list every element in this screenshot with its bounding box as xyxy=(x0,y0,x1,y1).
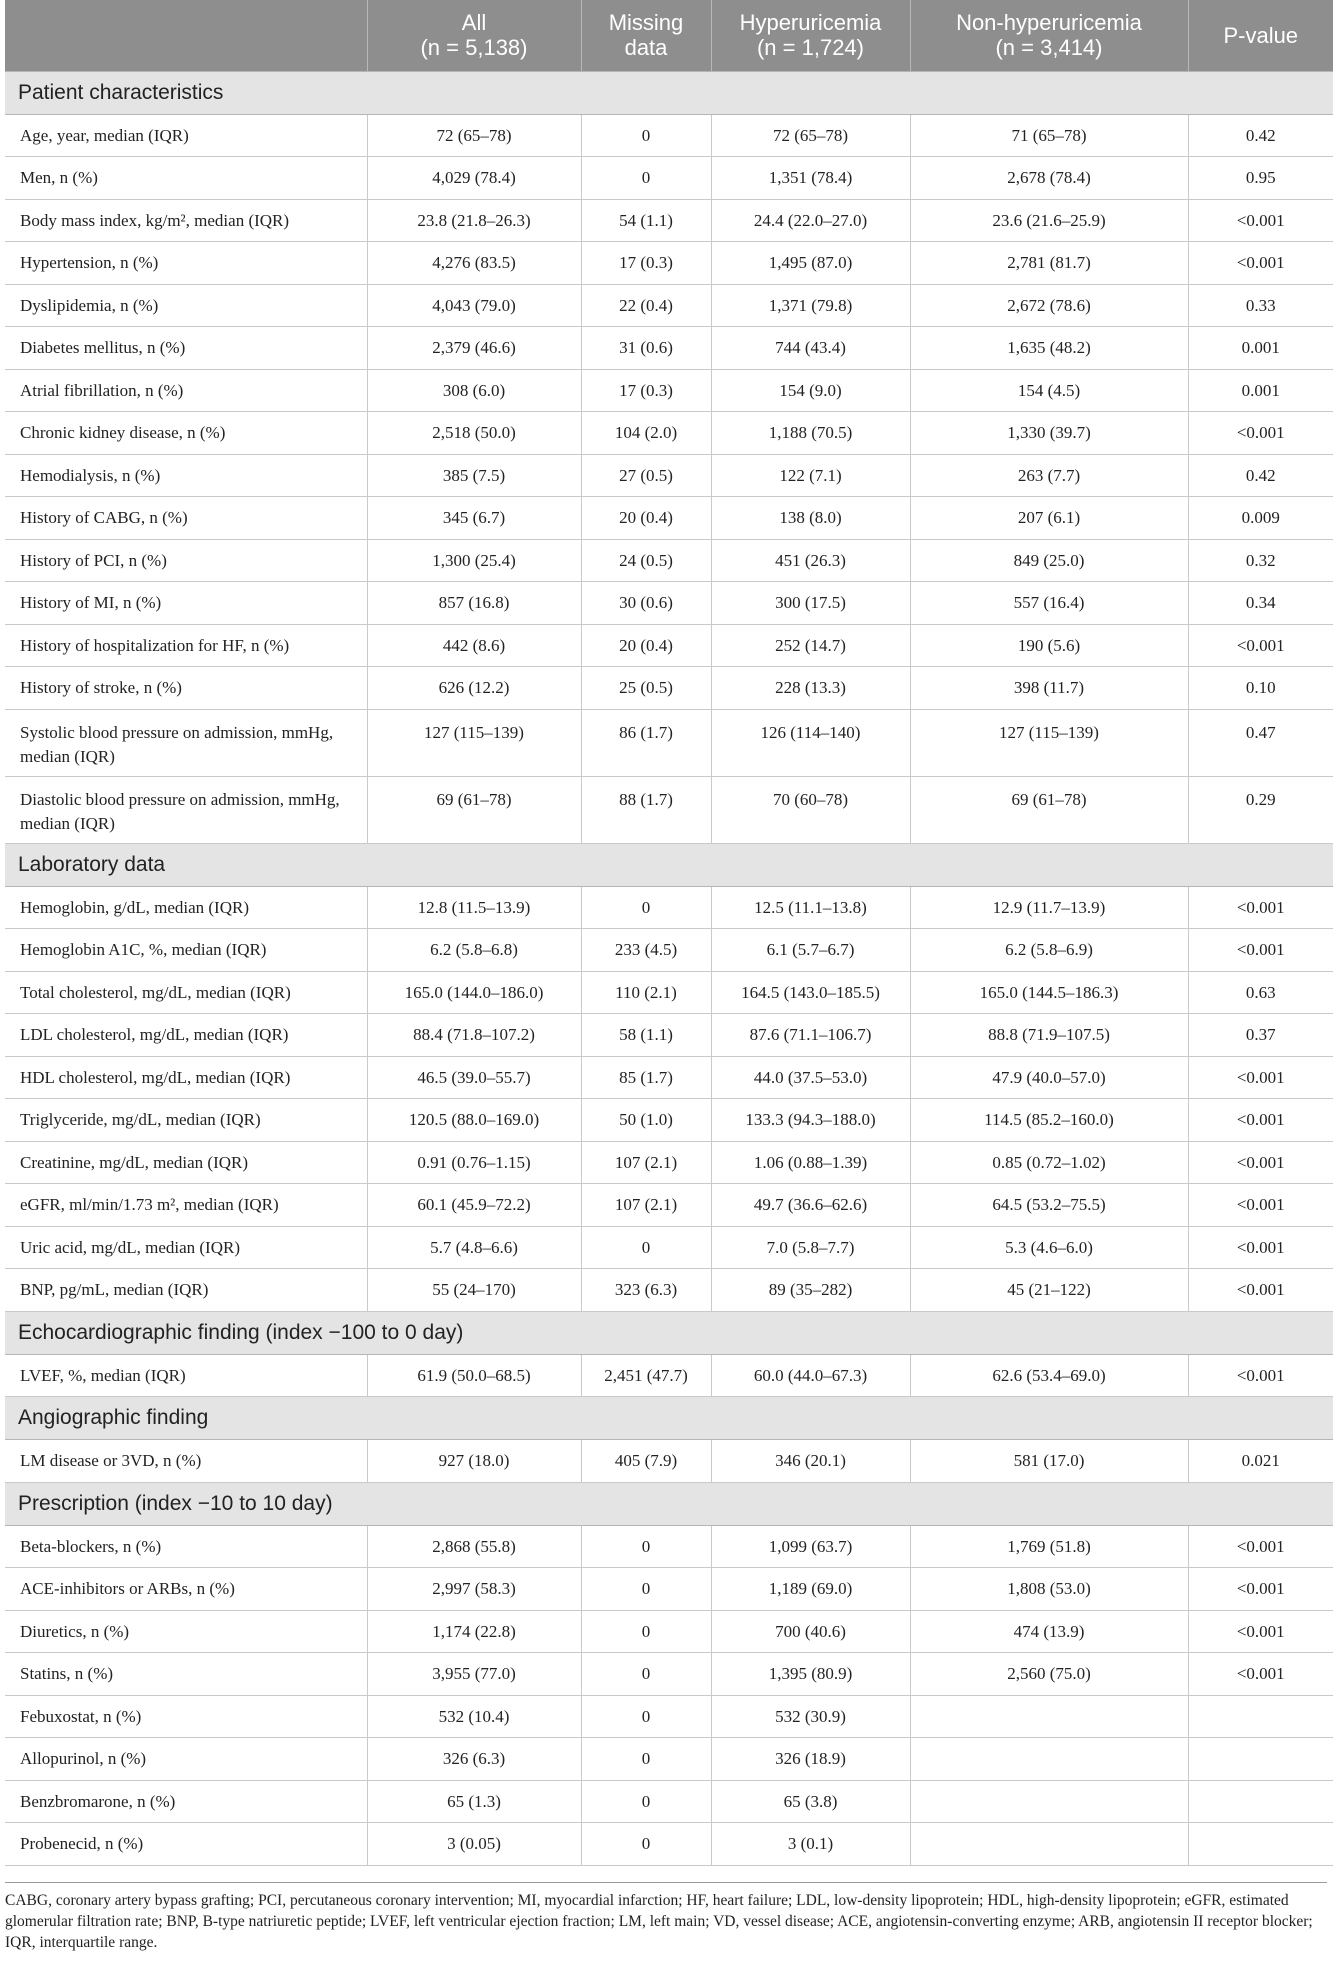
table-row xyxy=(5,709,1333,776)
cell-non-hyperuricemia: 64.5 (53.2–75.5) xyxy=(910,1184,1188,1227)
cell-missing: 0 xyxy=(581,1738,711,1781)
cell-hyperuricemia: 122 (7.1) xyxy=(711,454,910,497)
cell-all: 2,379 (46.6) xyxy=(367,327,581,370)
header-all-line1: All xyxy=(461,10,487,36)
table-row xyxy=(5,1525,1333,1568)
cell-variable: Chronic kidney disease, n (%) xyxy=(5,412,367,455)
table-row xyxy=(5,1780,1333,1823)
cell-variable: Age, year, median (IQR) xyxy=(5,114,367,157)
cell-p-value: <0.001 xyxy=(1188,1354,1333,1397)
cell-p-value xyxy=(1188,1780,1333,1823)
table-row xyxy=(5,1695,1333,1738)
table-row xyxy=(5,157,1333,200)
cell-variable: Atrial fibrillation, n (%) xyxy=(5,369,367,412)
cell-hyperuricemia: 24.4 (22.0–27.0) xyxy=(711,199,910,242)
table-row xyxy=(5,454,1333,497)
table-row xyxy=(5,1738,1333,1781)
cell-hyperuricemia: 126 (114–140) xyxy=(711,709,910,776)
cell-hyperuricemia: 228 (13.3) xyxy=(711,667,910,710)
cell-hyperuricemia: 138 (8.0) xyxy=(711,497,910,540)
header-missing-line1: Missing xyxy=(608,10,684,36)
cell-variable: Systolic blood pressure on admission, mmHg, median (IQR) xyxy=(5,709,367,776)
cell-all: 2,868 (55.8) xyxy=(367,1525,581,1568)
cell-p-value: <0.001 xyxy=(1188,1226,1333,1269)
table-row xyxy=(5,624,1333,667)
cell-non-hyperuricemia: 849 (25.0) xyxy=(910,539,1188,582)
cell-variable: Creatinine, mg/dL, median (IQR) xyxy=(5,1141,367,1184)
cell-hyperuricemia: 1,099 (63.7) xyxy=(711,1525,910,1568)
cell-variable: Hypertension, n (%) xyxy=(5,242,367,285)
cell-missing: 0 xyxy=(581,1653,711,1696)
cell-missing: 0 xyxy=(581,114,711,157)
cell-missing: 86 (1.7) xyxy=(581,709,711,776)
cell-all: 46.5 (39.0–55.7) xyxy=(367,1056,581,1099)
table-row xyxy=(5,1440,1333,1483)
cell-p-value: 0.42 xyxy=(1188,114,1333,157)
section-header-row xyxy=(5,71,1333,114)
cell-p-value: 0.33 xyxy=(1188,284,1333,327)
cell-non-hyperuricemia: 62.6 (53.4–69.0) xyxy=(910,1354,1188,1397)
cell-all: 1,174 (22.8) xyxy=(367,1610,581,1653)
section-title: Prescription (index −10 to 10 day) xyxy=(5,1482,1333,1525)
cell-hyperuricemia: 72 (65–78) xyxy=(711,114,910,157)
cell-all: 5.7 (4.8–6.6) xyxy=(367,1226,581,1269)
table-container xyxy=(5,0,1333,1866)
table-row xyxy=(5,539,1333,582)
cell-hyperuricemia: 451 (26.3) xyxy=(711,539,910,582)
cell-all: 165.0 (144.0–186.0) xyxy=(367,971,581,1014)
cell-missing: 0 xyxy=(581,157,711,200)
cell-hyperuricemia: 133.3 (94.3–188.0) xyxy=(711,1099,910,1142)
cell-p-value: <0.001 xyxy=(1188,412,1333,455)
cell-missing: 0 xyxy=(581,1695,711,1738)
cell-missing: 30 (0.6) xyxy=(581,582,711,625)
cell-non-hyperuricemia: 1,769 (51.8) xyxy=(910,1525,1188,1568)
cell-non-hyperuricemia: 2,560 (75.0) xyxy=(910,1653,1188,1696)
header-all xyxy=(367,0,581,71)
table-row xyxy=(5,1610,1333,1653)
table-row xyxy=(5,886,1333,929)
cell-all: 2,518 (50.0) xyxy=(367,412,581,455)
cell-missing: 31 (0.6) xyxy=(581,327,711,370)
cell-all: 65 (1.3) xyxy=(367,1780,581,1823)
cell-non-hyperuricemia: 2,678 (78.4) xyxy=(910,157,1188,200)
cell-variable: Men, n (%) xyxy=(5,157,367,200)
cell-p-value: <0.001 xyxy=(1188,1056,1333,1099)
cell-non-hyperuricemia: 47.9 (40.0–57.0) xyxy=(910,1056,1188,1099)
cell-all: 326 (6.3) xyxy=(367,1738,581,1781)
cell-missing: 27 (0.5) xyxy=(581,454,711,497)
header-all-line2: (n = 5,138) xyxy=(420,35,528,61)
header-hyper-line2: (n = 1,724) xyxy=(756,35,864,61)
cell-missing: 2,451 (47.7) xyxy=(581,1354,711,1397)
table-footnote: CABG, coronary artery bypass grafting; PCI, percutaneous coronary intervention; MI, myocardial infarction; HF, heart failure; LDL, low-density lipoprotein; HDL, high-density lipoprotein; eGFR, estimated glomerular filtration rate; BNP, B-type natriuretic peptide; LVEF, left ventricular ejection fraction; LM, left main; VD, vessel disease; ACE, angiotensin-converting enzyme; ARB, angiotensin II receptor blocker; IQR, interquartile range. xyxy=(5,1882,1327,1953)
section-title: Angiographic finding xyxy=(5,1397,1333,1440)
cell-all: 72 (65–78) xyxy=(367,114,581,157)
cell-variable: Hemoglobin, g/dL, median (IQR) xyxy=(5,886,367,929)
cell-missing: 0 xyxy=(581,1823,711,1866)
cell-hyperuricemia: 300 (17.5) xyxy=(711,582,910,625)
table-row xyxy=(5,1568,1333,1611)
cell-all: 12.8 (11.5–13.9) xyxy=(367,886,581,929)
cell-hyperuricemia: 6.1 (5.7–6.7) xyxy=(711,929,910,972)
cell-p-value xyxy=(1188,1823,1333,1866)
cell-non-hyperuricemia: 88.8 (71.9–107.5) xyxy=(910,1014,1188,1057)
section-title: Laboratory data xyxy=(5,843,1333,886)
cell-missing: 50 (1.0) xyxy=(581,1099,711,1142)
cell-hyperuricemia: 346 (20.1) xyxy=(711,1440,910,1483)
cell-variable: Body mass index, kg/m², median (IQR) xyxy=(5,199,367,242)
cell-variable: History of PCI, n (%) xyxy=(5,539,367,582)
cell-variable: HDL cholesterol, mg/dL, median (IQR) xyxy=(5,1056,367,1099)
cell-non-hyperuricemia: 398 (11.7) xyxy=(910,667,1188,710)
cell-non-hyperuricemia: 114.5 (85.2–160.0) xyxy=(910,1099,1188,1142)
cell-hyperuricemia: 700 (40.6) xyxy=(711,1610,910,1653)
cell-p-value: 0.34 xyxy=(1188,582,1333,625)
table-body xyxy=(5,71,1333,1865)
cell-all: 0.91 (0.76–1.15) xyxy=(367,1141,581,1184)
cell-hyperuricemia: 1,495 (87.0) xyxy=(711,242,910,285)
cell-hyperuricemia: 7.0 (5.8–7.7) xyxy=(711,1226,910,1269)
cell-missing: 0 xyxy=(581,1568,711,1611)
table-row xyxy=(5,369,1333,412)
table-row xyxy=(5,776,1333,843)
cell-non-hyperuricemia: 69 (61–78) xyxy=(910,776,1188,843)
table-row xyxy=(5,1184,1333,1227)
table-row xyxy=(5,1141,1333,1184)
cell-all: 120.5 (88.0–169.0) xyxy=(367,1099,581,1142)
cell-non-hyperuricemia: 207 (6.1) xyxy=(910,497,1188,540)
cell-hyperuricemia: 1,188 (70.5) xyxy=(711,412,910,455)
cell-variable: History of MI, n (%) xyxy=(5,582,367,625)
cell-missing: 104 (2.0) xyxy=(581,412,711,455)
header-non-hyperuricemia xyxy=(910,0,1188,71)
cell-hyperuricemia: 89 (35–282) xyxy=(711,1269,910,1312)
cell-all: 345 (6.7) xyxy=(367,497,581,540)
cell-missing: 25 (0.5) xyxy=(581,667,711,710)
cell-non-hyperuricemia: 1,808 (53.0) xyxy=(910,1568,1188,1611)
cell-non-hyperuricemia: 23.6 (21.6–25.9) xyxy=(910,199,1188,242)
cell-missing: 58 (1.1) xyxy=(581,1014,711,1057)
cell-p-value: <0.001 xyxy=(1188,242,1333,285)
cell-p-value: <0.001 xyxy=(1188,1610,1333,1653)
header-missing xyxy=(581,0,711,71)
cell-missing: 0 xyxy=(581,1525,711,1568)
cell-variable: Uric acid, mg/dL, median (IQR) xyxy=(5,1226,367,1269)
header-row xyxy=(5,0,1333,71)
section-header-row xyxy=(5,843,1333,886)
cell-hyperuricemia: 1.06 (0.88–1.39) xyxy=(711,1141,910,1184)
header-p-value: P-value xyxy=(1188,0,1333,71)
cell-p-value: <0.001 xyxy=(1188,929,1333,972)
cell-non-hyperuricemia: 45 (21–122) xyxy=(910,1269,1188,1312)
cell-all: 3,955 (77.0) xyxy=(367,1653,581,1696)
cell-variable: Diabetes mellitus, n (%) xyxy=(5,327,367,370)
table-row xyxy=(5,1056,1333,1099)
cell-p-value: 0.63 xyxy=(1188,971,1333,1014)
cell-hyperuricemia: 1,371 (79.8) xyxy=(711,284,910,327)
cell-p-value: <0.001 xyxy=(1188,1653,1333,1696)
cell-p-value xyxy=(1188,1695,1333,1738)
cell-all: 308 (6.0) xyxy=(367,369,581,412)
cell-hyperuricemia: 1,395 (80.9) xyxy=(711,1653,910,1696)
table-row xyxy=(5,1823,1333,1866)
cell-all: 6.2 (5.8–6.8) xyxy=(367,929,581,972)
cell-all: 532 (10.4) xyxy=(367,1695,581,1738)
cell-hyperuricemia: 744 (43.4) xyxy=(711,327,910,370)
cell-all: 61.9 (50.0–68.5) xyxy=(367,1354,581,1397)
table-row xyxy=(5,1014,1333,1057)
header-nonhyper-line1: Non-hyperuricemia xyxy=(956,10,1142,36)
cell-hyperuricemia: 49.7 (36.6–62.6) xyxy=(711,1184,910,1227)
cell-p-value: 0.021 xyxy=(1188,1440,1333,1483)
cell-p-value xyxy=(1188,1738,1333,1781)
cell-non-hyperuricemia: 2,781 (81.7) xyxy=(910,242,1188,285)
cell-non-hyperuricemia xyxy=(910,1738,1188,1781)
cell-non-hyperuricemia: 165.0 (144.5–186.3) xyxy=(910,971,1188,1014)
cell-p-value: 0.95 xyxy=(1188,157,1333,200)
table-row xyxy=(5,1099,1333,1142)
cell-p-value: 0.009 xyxy=(1188,497,1333,540)
table-row xyxy=(5,1269,1333,1312)
cell-all: 857 (16.8) xyxy=(367,582,581,625)
table-row xyxy=(5,199,1333,242)
cell-variable: BNP, pg/mL, median (IQR) xyxy=(5,1269,367,1312)
cell-p-value: 0.29 xyxy=(1188,776,1333,843)
cell-missing: 85 (1.7) xyxy=(581,1056,711,1099)
cell-variable: LDL cholesterol, mg/dL, median (IQR) xyxy=(5,1014,367,1057)
cell-p-value: 0.32 xyxy=(1188,539,1333,582)
table-row xyxy=(5,327,1333,370)
cell-all: 385 (7.5) xyxy=(367,454,581,497)
cell-variable: eGFR, ml/min/1.73 m², median (IQR) xyxy=(5,1184,367,1227)
cell-variable: Hemoglobin A1C, %, median (IQR) xyxy=(5,929,367,972)
cell-missing: 17 (0.3) xyxy=(581,369,711,412)
cell-non-hyperuricemia: 474 (13.9) xyxy=(910,1610,1188,1653)
cell-non-hyperuricemia: 127 (115–139) xyxy=(910,709,1188,776)
header-missing-line2: data xyxy=(624,35,668,61)
cell-variable: Diastolic blood pressure on admission, mmHg, median (IQR) xyxy=(5,776,367,843)
cell-non-hyperuricemia: 190 (5.6) xyxy=(910,624,1188,667)
cell-non-hyperuricemia: 0.85 (0.72–1.02) xyxy=(910,1141,1188,1184)
cell-p-value: <0.001 xyxy=(1188,624,1333,667)
cell-variable: Statins, n (%) xyxy=(5,1653,367,1696)
cell-missing: 110 (2.1) xyxy=(581,971,711,1014)
cell-hyperuricemia: 1,351 (78.4) xyxy=(711,157,910,200)
cell-hyperuricemia: 3 (0.1) xyxy=(711,1823,910,1866)
cell-missing: 20 (0.4) xyxy=(581,497,711,540)
cell-missing: 405 (7.9) xyxy=(581,1440,711,1483)
cell-non-hyperuricemia xyxy=(910,1695,1188,1738)
table-row xyxy=(5,1226,1333,1269)
cell-variable: Total cholesterol, mg/dL, median (IQR) xyxy=(5,971,367,1014)
section-title: Echocardiographic finding (index −100 to 0 day) xyxy=(5,1311,1333,1354)
cell-variable: History of hospitalization for HF, n (%) xyxy=(5,624,367,667)
cell-hyperuricemia: 65 (3.8) xyxy=(711,1780,910,1823)
cell-all: 127 (115–139) xyxy=(367,709,581,776)
cell-hyperuricemia: 60.0 (44.0–67.3) xyxy=(711,1354,910,1397)
cell-all: 2,997 (58.3) xyxy=(367,1568,581,1611)
cell-p-value: 0.37 xyxy=(1188,1014,1333,1057)
cell-hyperuricemia: 70 (60–78) xyxy=(711,776,910,843)
header-hyperuricemia xyxy=(711,0,910,71)
cell-hyperuricemia: 164.5 (143.0–185.5) xyxy=(711,971,910,1014)
cell-missing: 88 (1.7) xyxy=(581,776,711,843)
cell-all: 927 (18.0) xyxy=(367,1440,581,1483)
cell-hyperuricemia: 252 (14.7) xyxy=(711,624,910,667)
cell-p-value: <0.001 xyxy=(1188,199,1333,242)
cell-non-hyperuricemia: 581 (17.0) xyxy=(910,1440,1188,1483)
cell-missing: 107 (2.1) xyxy=(581,1141,711,1184)
cell-variable: LM disease or 3VD, n (%) xyxy=(5,1440,367,1483)
table-row xyxy=(5,284,1333,327)
table-row xyxy=(5,412,1333,455)
cell-non-hyperuricemia xyxy=(910,1780,1188,1823)
cell-hyperuricemia: 87.6 (71.1–106.7) xyxy=(711,1014,910,1057)
cell-all: 4,276 (83.5) xyxy=(367,242,581,285)
cell-missing: 20 (0.4) xyxy=(581,624,711,667)
cell-p-value: <0.001 xyxy=(1188,1269,1333,1312)
cell-all: 3 (0.05) xyxy=(367,1823,581,1866)
cell-variable: Beta-blockers, n (%) xyxy=(5,1525,367,1568)
cell-p-value: <0.001 xyxy=(1188,1184,1333,1227)
table-row xyxy=(5,497,1333,540)
cell-variable: Dyslipidemia, n (%) xyxy=(5,284,367,327)
cell-variable: Febuxostat, n (%) xyxy=(5,1695,367,1738)
cell-hyperuricemia: 154 (9.0) xyxy=(711,369,910,412)
cell-variable: ACE-inhibitors or ARBs, n (%) xyxy=(5,1568,367,1611)
cell-missing: 0 xyxy=(581,1226,711,1269)
cell-variable: Triglyceride, mg/dL, median (IQR) xyxy=(5,1099,367,1142)
cell-all: 626 (12.2) xyxy=(367,667,581,710)
cell-missing: 54 (1.1) xyxy=(581,199,711,242)
cell-all: 69 (61–78) xyxy=(367,776,581,843)
cell-variable: History of CABG, n (%) xyxy=(5,497,367,540)
cell-missing: 24 (0.5) xyxy=(581,539,711,582)
cell-p-value: 0.001 xyxy=(1188,327,1333,370)
table-row xyxy=(5,971,1333,1014)
baseline-characteristics-table xyxy=(5,0,1333,1866)
cell-variable: LVEF, %, median (IQR) xyxy=(5,1354,367,1397)
cell-all: 1,300 (25.4) xyxy=(367,539,581,582)
cell-p-value: <0.001 xyxy=(1188,886,1333,929)
cell-all: 55 (24–170) xyxy=(367,1269,581,1312)
cell-all: 88.4 (71.8–107.2) xyxy=(367,1014,581,1057)
cell-non-hyperuricemia: 154 (4.5) xyxy=(910,369,1188,412)
cell-missing: 17 (0.3) xyxy=(581,242,711,285)
cell-p-value: <0.001 xyxy=(1188,1568,1333,1611)
table-row xyxy=(5,667,1333,710)
cell-non-hyperuricemia: 1,330 (39.7) xyxy=(910,412,1188,455)
section-header-row xyxy=(5,1482,1333,1525)
cell-variable: Hemodialysis, n (%) xyxy=(5,454,367,497)
cell-hyperuricemia: 326 (18.9) xyxy=(711,1738,910,1781)
cell-non-hyperuricemia: 5.3 (4.6–6.0) xyxy=(910,1226,1188,1269)
table-row xyxy=(5,242,1333,285)
cell-missing: 0 xyxy=(581,1610,711,1653)
table-row xyxy=(5,1354,1333,1397)
cell-missing: 22 (0.4) xyxy=(581,284,711,327)
cell-missing: 107 (2.1) xyxy=(581,1184,711,1227)
cell-missing: 233 (4.5) xyxy=(581,929,711,972)
section-title: Patient characteristics xyxy=(5,71,1333,114)
cell-all: 4,043 (79.0) xyxy=(367,284,581,327)
cell-variable: Benzbromarone, n (%) xyxy=(5,1780,367,1823)
section-header-row xyxy=(5,1397,1333,1440)
cell-missing: 0 xyxy=(581,886,711,929)
cell-hyperuricemia: 1,189 (69.0) xyxy=(711,1568,910,1611)
cell-p-value: 0.10 xyxy=(1188,667,1333,710)
cell-non-hyperuricemia: 263 (7.7) xyxy=(910,454,1188,497)
cell-all: 4,029 (78.4) xyxy=(367,157,581,200)
cell-missing: 0 xyxy=(581,1780,711,1823)
table-header xyxy=(5,0,1333,71)
table-row xyxy=(5,1653,1333,1696)
table-row xyxy=(5,114,1333,157)
cell-hyperuricemia: 532 (30.9) xyxy=(711,1695,910,1738)
cell-variable: Probenecid, n (%) xyxy=(5,1823,367,1866)
cell-hyperuricemia: 12.5 (11.1–13.8) xyxy=(711,886,910,929)
cell-non-hyperuricemia xyxy=(910,1823,1188,1866)
cell-hyperuricemia: 44.0 (37.5–53.0) xyxy=(711,1056,910,1099)
cell-non-hyperuricemia: 2,672 (78.6) xyxy=(910,284,1188,327)
cell-all: 23.8 (21.8–26.3) xyxy=(367,199,581,242)
table-row xyxy=(5,582,1333,625)
cell-p-value: 0.42 xyxy=(1188,454,1333,497)
cell-non-hyperuricemia: 1,635 (48.2) xyxy=(910,327,1188,370)
cell-variable: Diuretics, n (%) xyxy=(5,1610,367,1653)
cell-all: 442 (8.6) xyxy=(367,624,581,667)
cell-variable: Allopurinol, n (%) xyxy=(5,1738,367,1781)
header-nonhyper-line2: (n = 3,414) xyxy=(995,35,1103,61)
table-row xyxy=(5,929,1333,972)
cell-p-value: <0.001 xyxy=(1188,1525,1333,1568)
cell-non-hyperuricemia: 71 (65–78) xyxy=(910,114,1188,157)
cell-all: 60.1 (45.9–72.2) xyxy=(367,1184,581,1227)
cell-non-hyperuricemia: 12.9 (11.7–13.9) xyxy=(910,886,1188,929)
header-hyper-line1: Hyperuricemia xyxy=(739,10,882,36)
cell-variable: History of stroke, n (%) xyxy=(5,667,367,710)
section-header-row xyxy=(5,1311,1333,1354)
cell-missing: 323 (6.3) xyxy=(581,1269,711,1312)
cell-p-value: <0.001 xyxy=(1188,1099,1333,1142)
cell-p-value: 0.47 xyxy=(1188,709,1333,776)
cell-non-hyperuricemia: 557 (16.4) xyxy=(910,582,1188,625)
cell-non-hyperuricemia: 6.2 (5.8–6.9) xyxy=(910,929,1188,972)
cell-p-value: <0.001 xyxy=(1188,1141,1333,1184)
cell-p-value: 0.001 xyxy=(1188,369,1333,412)
header-variable xyxy=(5,0,367,71)
